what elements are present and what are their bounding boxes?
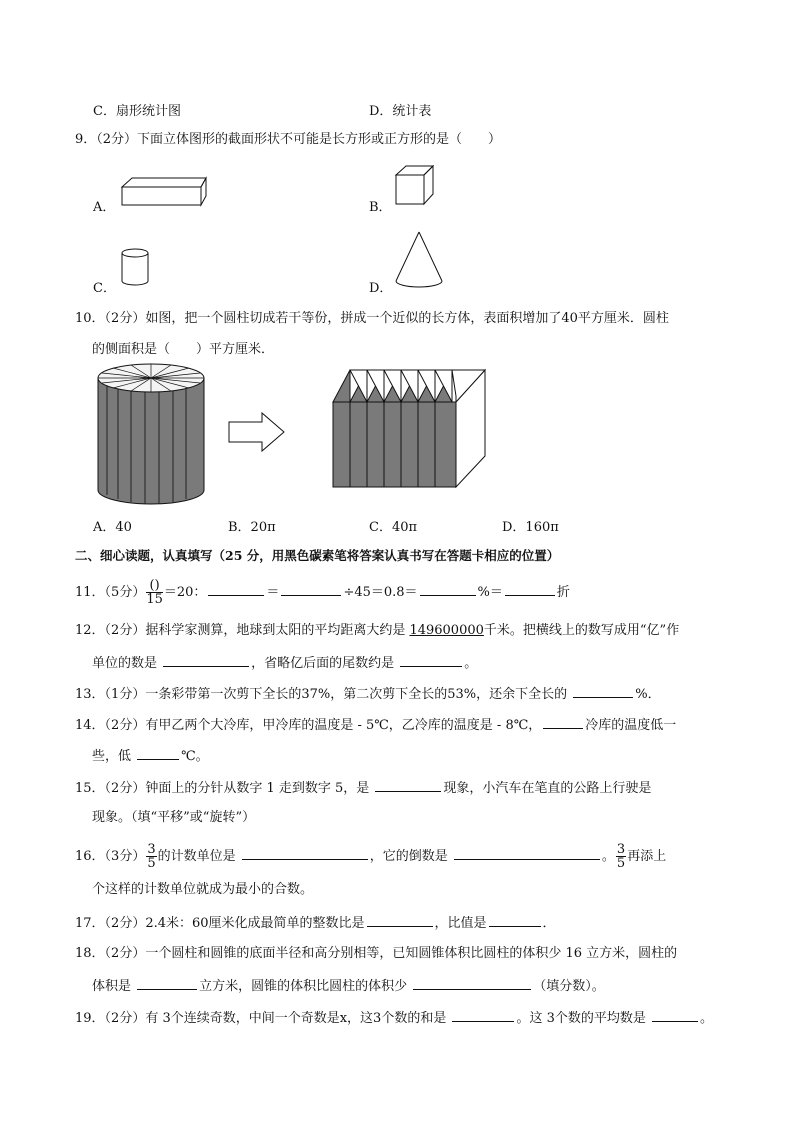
q12-blank-1[interactable] <box>163 652 249 667</box>
q14-line1a: 14．（2分）有甲乙两个大冷库，甲冷库的温度是 - 5℃，乙冷库的温度是 - 8℃， <box>75 718 542 733</box>
q8-option-c: C．扇形统计图 <box>93 104 181 119</box>
q14-line2a: 些，低 <box>92 749 136 764</box>
q12-line2a: 单位的数是 <box>92 656 162 671</box>
q17-text-a: 17．（2分）2.4米：60厘米化成最简单的整数比是 <box>75 916 365 931</box>
q11-division-text: ÷45＝0.8＝ <box>343 585 418 600</box>
q9-option-c: C． <box>93 281 116 296</box>
q9-option-b: B． <box>369 200 392 215</box>
q17-blank-2[interactable] <box>489 912 541 927</box>
q15-line1b: 现象，小汽车在笔直的公路上行驶是 <box>443 781 652 796</box>
q16-text-b: ，它的倒数是 <box>369 849 452 864</box>
q16-fraction-1 <box>146 843 156 870</box>
q12-line2b: ，省略亿后面的尾数约是 <box>251 656 399 671</box>
q11-blank-2[interactable] <box>281 581 341 596</box>
q11-fraction-denominator: 15 <box>146 592 163 607</box>
cylinder-figure <box>118 245 154 291</box>
approx-cuboid-figure <box>330 366 490 492</box>
q15-line1a: 15．（2分）钟面上的分针从数字 1 走到数字 5，是 <box>75 781 374 796</box>
q17-text-b: ，比值是 <box>434 916 487 931</box>
arrow-right-icon <box>226 410 290 454</box>
q15-blank[interactable] <box>375 777 441 792</box>
q8-option-d: D．统计表 <box>369 104 432 119</box>
cuboid-figure <box>118 175 208 209</box>
q16-text-d: 再添上 <box>627 849 667 864</box>
q14-line1 <box>75 714 676 736</box>
q16-blank-1[interactable] <box>242 845 368 860</box>
q16-fraction-2-numerator: 3 <box>616 842 626 857</box>
q12-blank-2[interactable] <box>400 652 462 667</box>
q19-blank-2[interactable] <box>652 1007 698 1022</box>
q19-text-a: 19．（2分）有 3个连续奇数，中间一个奇数是x，这3个数的和是 <box>75 1011 451 1026</box>
q19 <box>75 1007 713 1029</box>
q10-option-b: B．20π <box>228 520 276 535</box>
q16-fraction-1-denominator: 5 <box>147 856 156 871</box>
q9-stem: 9．（2分）下面立体图形的截面形状不可能是长方形或正方形的是（ ） <box>75 132 502 147</box>
q11-blank-4[interactable] <box>505 581 555 596</box>
q18-line2 <box>92 975 605 997</box>
q13-text: 13．（1分）一条彩带第一次剪下全长的37%，第二次剪下全长的53%，还余下全长的 <box>75 687 572 702</box>
cube-figure <box>392 163 438 209</box>
q11-ratio-text: ＝20： <box>163 585 207 600</box>
q16-prefix: 16．（3分） <box>75 849 146 864</box>
q10-line1: 10．（2分）如图，把一个圆柱切成若干等份，拼成一个近似的长方体，表面积增加了40平方厘米．圆柱 <box>75 311 669 326</box>
q10-option-d: D．160π <box>502 520 559 535</box>
q19-text-c: 。 <box>700 1011 714 1026</box>
q13 <box>75 683 661 705</box>
q19-blank-1[interactable] <box>452 1007 514 1022</box>
q14-line1b: 冷库的温度低一 <box>585 718 677 733</box>
q14-blank-2[interactable] <box>137 745 179 760</box>
q11-equals: ＝ <box>266 585 280 600</box>
q17 <box>75 912 556 934</box>
section-2-heading: 二、细心读题，认真填写（25 分，用黑色碳素笔将答案认真书写在答题卡相应的位置） <box>75 548 560 563</box>
q17-text-c: ． <box>542 916 556 931</box>
q11-percent-text: %＝ <box>477 585 503 600</box>
q12-line2c: 。 <box>464 656 478 671</box>
q12-line1 <box>75 621 679 641</box>
q18-blank-1[interactable] <box>137 975 197 990</box>
q11-end-text: 折 <box>556 585 570 600</box>
q14-line2b: ℃。 <box>181 749 209 764</box>
q12-text-pre: 12．（2分）据科学家测算，地球到太阳的平均距离大约是 <box>75 623 410 638</box>
q11-blank-1[interactable] <box>208 581 264 596</box>
q16-text-c: 。 <box>601 849 615 864</box>
q13-blank[interactable] <box>573 683 633 698</box>
q17-blank-1[interactable] <box>367 912 433 927</box>
q13-end: %． <box>635 687 661 702</box>
q16-blank-2[interactable] <box>454 845 600 860</box>
q16-line1 <box>75 843 666 870</box>
q11-fraction-numerator: () <box>146 579 163 593</box>
q16-text-a: 的计数单位是 <box>157 849 240 864</box>
q16-fraction-2-denominator: 5 <box>616 856 626 871</box>
q10-line2: 的侧面积是（ ）平方厘米． <box>92 342 275 357</box>
q12-line2 <box>92 652 477 674</box>
q12-number: 149600000 <box>409 623 484 638</box>
q16-line2: 个这样的计数单位就成为最小的合数。 <box>92 882 314 897</box>
q11 <box>75 579 570 606</box>
q16-fraction-1-numerator: 3 <box>147 842 156 857</box>
cone-figure <box>392 228 448 292</box>
q11-fraction <box>146 579 163 606</box>
q15-line2: 现象。（填“平移”或“旋转”） <box>92 810 256 825</box>
q14-blank-1[interactable] <box>543 714 583 729</box>
q18-line2c: （填分数）。 <box>533 979 605 994</box>
q10-option-a: A．40 <box>93 520 132 535</box>
q18-blank-2[interactable] <box>413 975 531 990</box>
sliced-cylinder-figure <box>95 360 215 510</box>
q12-text-post: 千米。把横线上的数写成用“亿”作 <box>483 623 680 638</box>
q19-text-b: 。这 3个数的平均数是 <box>516 1011 650 1026</box>
q15-line1 <box>75 777 651 799</box>
q18-line2b: 立方米，圆锥的体积比圆柱的体积少 <box>199 979 412 994</box>
q18-line1: 18．（2分）一个圆柱和圆锥的底面半径和高分别相等，已知圆锥体积比圆柱的体积少 16 立方米，圆柱的 <box>75 946 678 961</box>
q9-option-d: D． <box>369 281 393 296</box>
q18-line2a: 体积是 <box>92 979 136 994</box>
q14-line2 <box>92 745 209 767</box>
q10-option-c: C．40π <box>369 520 418 535</box>
q16-fraction-2 <box>616 843 626 870</box>
q9-option-a: A． <box>93 200 116 215</box>
q11-blank-3[interactable] <box>420 581 476 596</box>
q11-prefix: 11．（5分） <box>75 585 146 600</box>
